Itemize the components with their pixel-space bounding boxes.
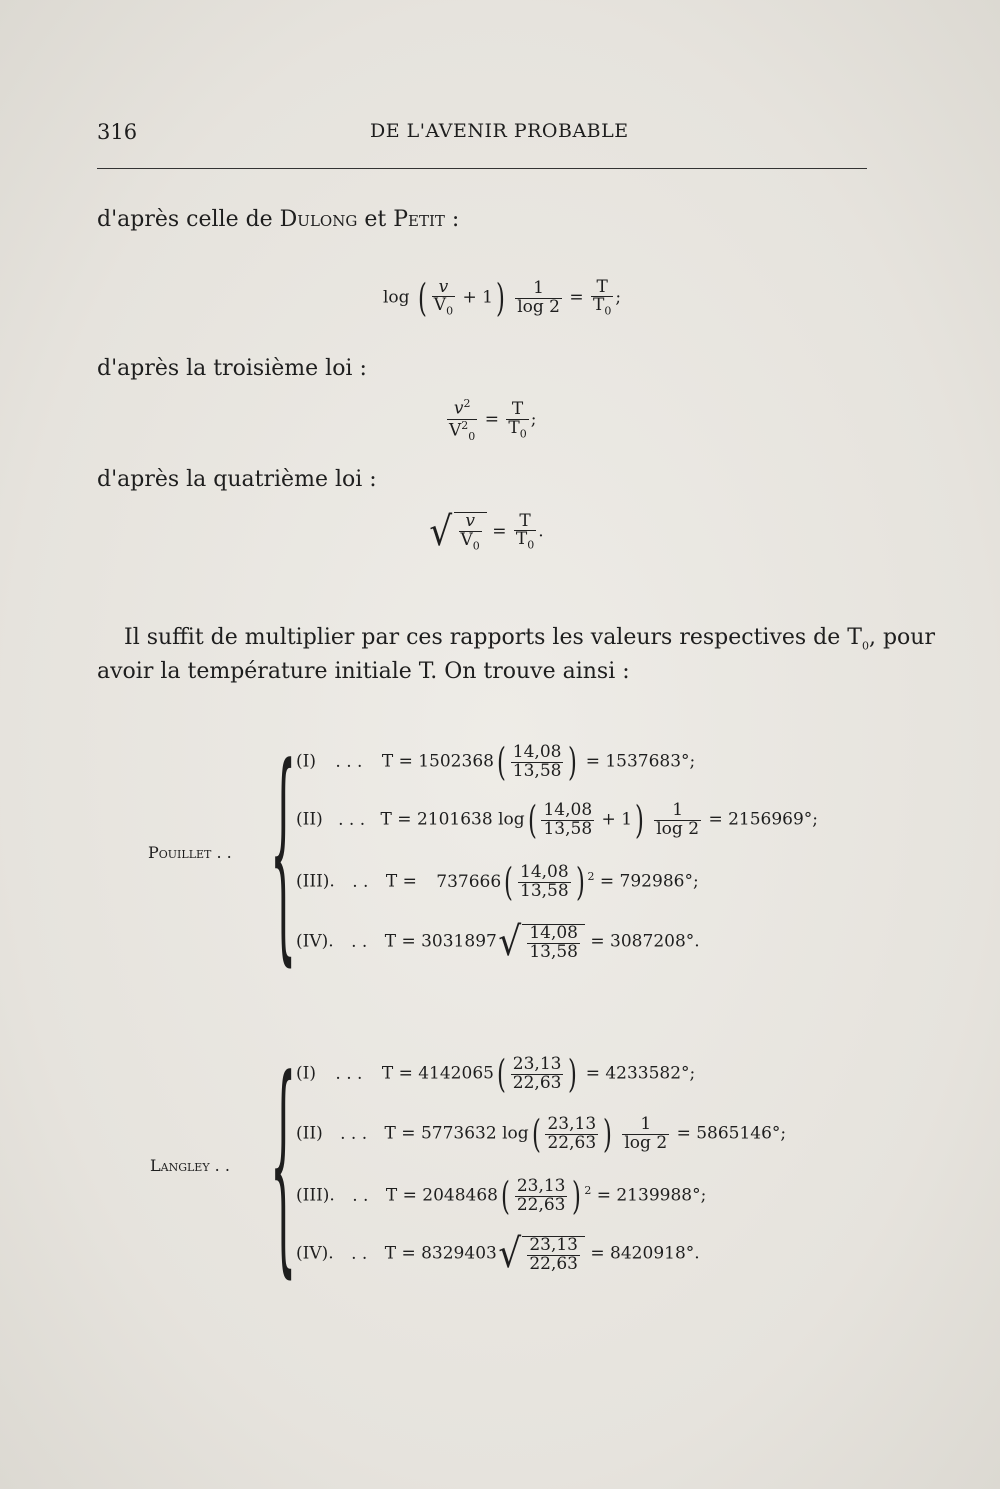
- row-sup: 2: [587, 869, 595, 883]
- frac-den: 22,63: [547, 1132, 597, 1153]
- fraction-v-V0-4: [459, 513, 482, 552]
- row-dots: . . .: [335, 1063, 363, 1084]
- row-result: = 8420918°.: [590, 1243, 700, 1264]
- eq4-end: .: [538, 521, 544, 542]
- frac-den: 22,63: [529, 1254, 578, 1275]
- row-coef: 5773632: [420, 1123, 497, 1144]
- radical-icon: √: [498, 1231, 522, 1277]
- row-sqrt: [497, 1231, 585, 1277]
- left-paren: (: [531, 1112, 541, 1156]
- frac-num: 23,13: [512, 1053, 562, 1074]
- pouillet-row-4: [296, 919, 700, 965]
- eq3-equals: =: [484, 409, 499, 430]
- group-label-langley: [150, 1156, 230, 1175]
- right-paren: ): [568, 1052, 578, 1096]
- row-result: = 2139988°;: [596, 1185, 707, 1206]
- eq3-T0-sub: 0: [519, 426, 527, 440]
- row-coef: 737666: [436, 871, 502, 892]
- body-line-2: avoir la température initiale T. On trouve ainsi :: [97, 659, 630, 684]
- brace-langley: {: [270, 1031, 297, 1298]
- eq-T0-sub: 0: [604, 304, 612, 318]
- row-coef: 2048468: [422, 1185, 498, 1206]
- row-log: log: [498, 809, 525, 830]
- eq-plus-one: + 1: [462, 287, 493, 308]
- row-lhs: T =: [380, 809, 412, 830]
- row-fraction: [545, 1113, 598, 1153]
- right-paren: ): [495, 276, 505, 320]
- left-paren: (: [504, 860, 514, 904]
- radical-icon: √: [429, 509, 453, 555]
- intro-prefix: d'après celle de: [97, 207, 280, 232]
- eq3-v: v: [453, 398, 464, 419]
- row-fraction: [527, 1237, 580, 1274]
- eq-log: log: [383, 287, 410, 308]
- row-num: (II): [296, 809, 323, 830]
- eq4-V: V: [460, 530, 473, 551]
- eq-T: T: [591, 279, 613, 298]
- eq3-sup: 2: [463, 397, 471, 410]
- frac-num: 23,13: [547, 1113, 597, 1134]
- one-over-log2: [622, 1113, 669, 1153]
- radical-icon: √: [498, 919, 522, 965]
- row-log: log: [502, 1123, 529, 1144]
- body-line-1: [124, 625, 935, 652]
- row-lhs: T =: [381, 1063, 413, 1084]
- frac-den: 13,58: [543, 818, 593, 839]
- row-coef: 4142065: [418, 1063, 494, 1084]
- row-lhs: T =: [385, 871, 417, 892]
- fraction-v-over-V0: [432, 276, 455, 318]
- frac-num: 14,08: [529, 923, 578, 944]
- fraction-T-T0-4: [514, 510, 536, 552]
- frac-num: 14,08: [520, 861, 569, 882]
- row-dots: . .: [351, 931, 368, 952]
- row-num: (III).: [296, 1185, 335, 1206]
- one-over-log2: [654, 799, 701, 839]
- eq4-T0-sub: 0: [527, 538, 535, 552]
- fraction-one-over-log2: [515, 277, 562, 317]
- right-paren: ): [603, 1112, 613, 1156]
- eq3-V-sup: 2: [461, 418, 469, 432]
- row-lhs: T =: [384, 1123, 416, 1144]
- intro-third-law: d'après la troisième loi :: [97, 356, 367, 381]
- author-dulong: Dulong: [279, 207, 358, 232]
- row-num: (IV).: [296, 931, 334, 952]
- sqrt-v-over-V0: [428, 509, 487, 555]
- row-fraction: [541, 799, 594, 839]
- eq-end: ;: [615, 287, 622, 308]
- eq4-V-sub: 0: [472, 539, 480, 553]
- eq4-T: T: [514, 513, 536, 532]
- frac-den: 13,58: [529, 942, 578, 963]
- row-fraction: [518, 861, 571, 901]
- row-result: = 4233582°;: [585, 1063, 696, 1084]
- pouillet-row-3: [296, 860, 699, 904]
- row-fraction: [511, 1053, 564, 1093]
- row-dots: . .: [351, 1243, 368, 1264]
- running-head: DE L'AVENIR PROBABLE: [370, 120, 629, 142]
- langley-row-3: [296, 1174, 706, 1218]
- pouillet-dots: . .: [216, 843, 232, 862]
- eq4-v: v: [465, 511, 475, 532]
- eq3-V-sub: 0: [468, 429, 476, 443]
- eq-T0: T: [593, 295, 605, 316]
- row-lhs: T =: [384, 931, 416, 952]
- row-lhs: T =: [384, 1243, 416, 1264]
- pouillet-row-1: [296, 740, 695, 784]
- right-paren: ): [572, 1174, 582, 1218]
- row-num: (II): [296, 1123, 323, 1144]
- right-paren: ): [634, 798, 644, 842]
- body-line-1b: , pour: [868, 625, 935, 650]
- row-dots: . .: [352, 871, 369, 892]
- eq-equals: =: [569, 287, 584, 308]
- row-result: = 792986°;: [599, 871, 699, 892]
- eq3-V: V: [449, 420, 462, 441]
- frac-den: 22,63: [516, 1194, 566, 1215]
- row-num: (III).: [296, 871, 335, 892]
- eq-sub0: 0: [446, 304, 454, 318]
- eq3-T0: T: [508, 417, 520, 438]
- langley-row-4: [296, 1231, 700, 1277]
- equation-fourth-law: [428, 509, 544, 555]
- fraction-T-over-T0: [591, 276, 613, 318]
- row-sup: 2: [584, 1183, 592, 1197]
- intro-conj: et: [357, 207, 394, 232]
- fraction-T-over-T0-3: [506, 398, 528, 440]
- row-fraction: [511, 741, 564, 781]
- fraction-v2-over-V02: [447, 398, 477, 442]
- eq-V: V: [433, 295, 447, 316]
- author-petit: Petit: [393, 207, 445, 232]
- eq4-T0: T: [515, 529, 528, 550]
- intro-dulong-petit: [97, 207, 459, 232]
- pouillet-row-2: [296, 798, 818, 842]
- left-paren: (: [500, 1174, 510, 1218]
- langley-row-1: [296, 1052, 695, 1096]
- row-coef: 1502368: [418, 751, 494, 772]
- right-paren: ): [575, 860, 585, 904]
- frac-den: 13,58: [520, 880, 569, 901]
- left-paren: (: [527, 798, 537, 842]
- body-line-1a: Il suffit de multiplier par ces rapports les valeurs respectives de T: [124, 625, 862, 650]
- frac-num: 14,08: [512, 741, 562, 762]
- eq3-T: T: [506, 401, 528, 420]
- right-paren: ): [568, 740, 578, 784]
- page-number: 316: [97, 120, 138, 144]
- row-num: (IV).: [296, 1243, 334, 1264]
- pouillet-name: Pouillet: [148, 843, 212, 862]
- left-paren: (: [496, 1052, 506, 1096]
- eq-v: v: [438, 276, 449, 297]
- body-sub: 0: [861, 639, 869, 653]
- langley-dots: . .: [214, 1156, 230, 1175]
- row-coef: 8329403: [421, 1243, 497, 1264]
- langley-name: Langley: [150, 1156, 210, 1175]
- frac-den: 22,63: [512, 1072, 562, 1093]
- equation-dulong-petit: [383, 276, 621, 320]
- row-num: (I): [296, 1063, 316, 1084]
- intro-suffix: :: [444, 207, 460, 232]
- row-coef: 2101638: [416, 809, 493, 830]
- group-label-pouillet: [148, 843, 232, 862]
- row-coef: 3031897: [421, 931, 497, 952]
- row-result: = 2156969°;: [708, 809, 819, 830]
- row-plus: + 1: [601, 809, 633, 830]
- frac-num: 14,08: [543, 799, 593, 820]
- eq-log2: log 2: [517, 296, 560, 317]
- frac-log2: log 2: [624, 1132, 668, 1153]
- frac-den: 13,58: [512, 760, 562, 781]
- row-fraction: [527, 925, 580, 962]
- row-lhs: T =: [385, 1185, 417, 1206]
- row-num: (I): [296, 751, 316, 772]
- left-paren: (: [417, 276, 427, 320]
- intro-fourth-law: d'après la quatrième loi :: [97, 467, 377, 492]
- eq4-equals: =: [492, 521, 507, 542]
- eq-one: 1: [515, 280, 562, 299]
- frac-one: 1: [654, 802, 701, 821]
- frac-one: 1: [622, 1116, 669, 1135]
- row-result: = 1537683°;: [585, 751, 696, 772]
- row-fraction: [515, 1175, 568, 1215]
- left-paren: (: [496, 740, 506, 784]
- row-dots: . . .: [338, 809, 366, 830]
- header-rule: [97, 168, 867, 169]
- langley-row-2: [296, 1112, 786, 1156]
- frac-log2: log 2: [656, 818, 700, 839]
- row-dots: . . .: [335, 751, 363, 772]
- row-sqrt: [497, 919, 585, 965]
- row-result: = 5865146°;: [676, 1123, 787, 1144]
- equation-third-law: [445, 398, 536, 442]
- frac-num: 23,13: [529, 1235, 578, 1256]
- eq3-end: ;: [530, 409, 537, 430]
- brace-pouillet: {: [270, 719, 297, 986]
- row-dots: . . .: [340, 1123, 368, 1144]
- frac-num: 23,13: [516, 1175, 566, 1196]
- row-result: = 3087208°.: [590, 931, 700, 952]
- row-lhs: T =: [381, 751, 413, 772]
- row-dots: . .: [352, 1185, 369, 1206]
